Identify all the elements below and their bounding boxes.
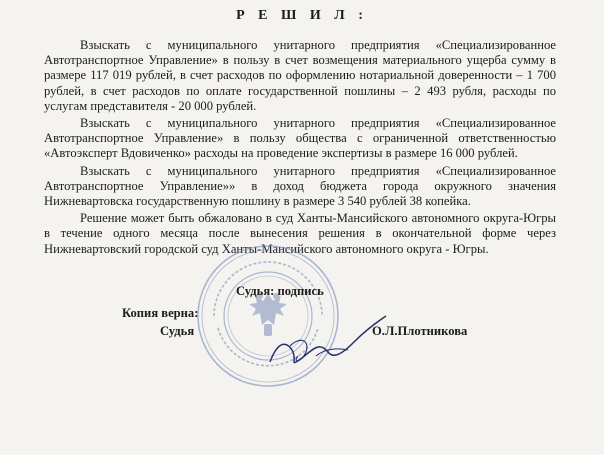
judge-signature-label: Судья: подпись bbox=[236, 284, 324, 298]
judge-label: Судья bbox=[160, 324, 195, 338]
paragraph-appeal-notice: Решение может быть обжаловано в суд Ханты-Мансийского автономного округа-Югры в течение одного месяца после вынесения решения в окончательной форме через Нижневартовский городской суд Ханты-Мансийского автономного округа - Югры. bbox=[44, 211, 556, 256]
copy-true-label: Копия верна: bbox=[122, 306, 199, 320]
handwritten-signature-icon bbox=[262, 312, 392, 382]
paragraph-recovery-damages: Взыскать с муниципального унитарного предприятия «Специализированное Автотранспортное Управление» в пользу в счет возмещения материального ущерба сумму в размере 117 019 рублей, в счет расходов по оформлению нотариальной доверенности – 1 700 рублей, в счет расходов по оплате государственной пошлины – 2 493 рубля, расходы по услугам представителя - 20 000 рублей. bbox=[44, 38, 556, 113]
paragraph-state-duty: Взыскать с муниципального унитарного предприятия «Специализированное Автотранспортное Управление»» в доход бюджета города окружного значения Нижневартовска государственную пошлину в размере 3 540 рублей 38 копейка. bbox=[44, 163, 556, 209]
paragraph-recovery-expertise: Взыскать с муниципального унитарного предприятия «Специализированное Автотранспортное Управление» в пользу общества с ограниченной ответственностью «Автоэксперт Вдовиченко» расходы на проведение экспертизы в размере 16 000 рублей. bbox=[44, 116, 556, 161]
decision-body bbox=[44, 38, 556, 259]
judge-name: О.Л.Плотникова bbox=[372, 324, 468, 338]
decision-heading: Р Е Ш И Л : bbox=[236, 8, 368, 23]
